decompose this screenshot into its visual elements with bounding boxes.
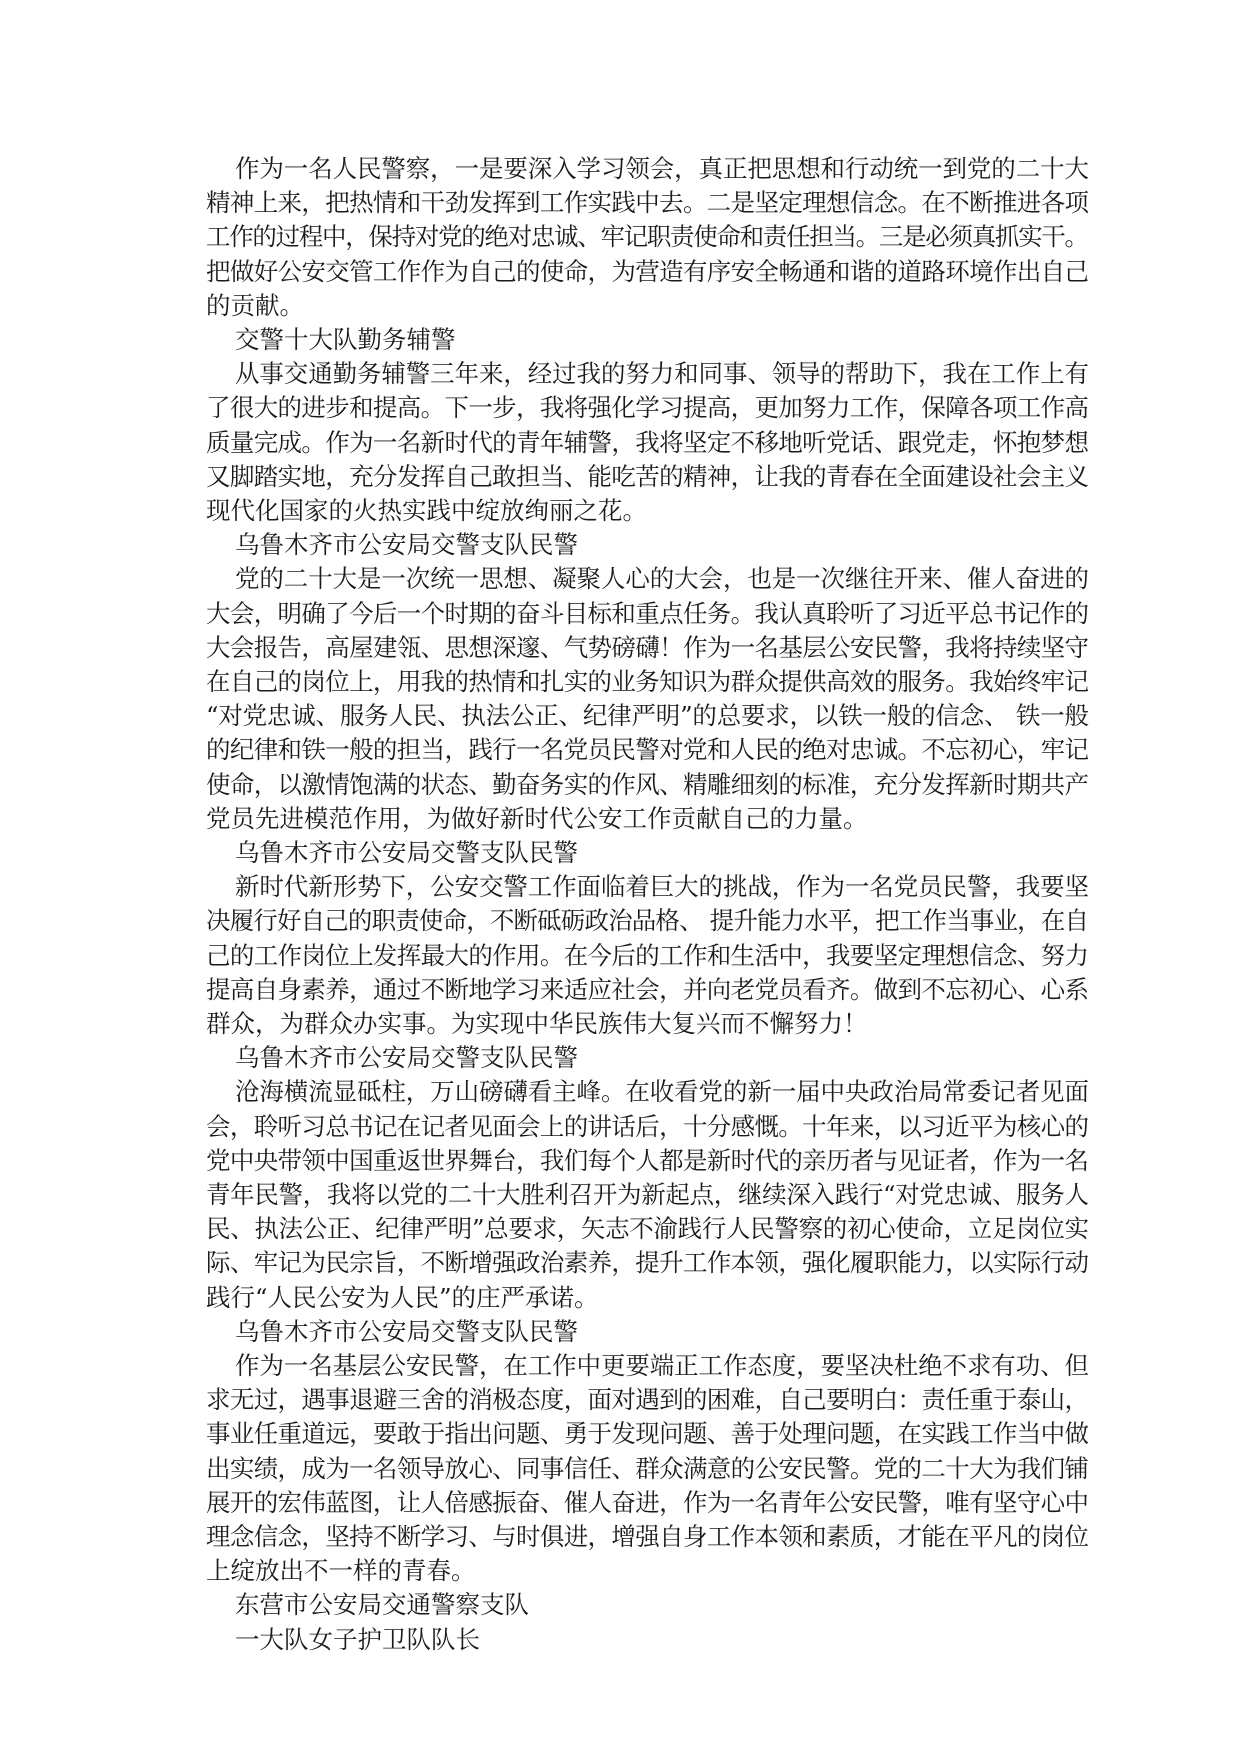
paragraph-line: 质量完成。作为一名新时代的青年辅警，我将坚定不移地听党话、跟党走，怀抱梦想 [206,427,1089,457]
signature-line: 乌鲁木齐市公安局交警支队民警 [235,1043,578,1073]
paragraph-line: 事业任重道远，要敢于指出问题、勇于发现问题、善于处理问题，在实践工作当中做 [206,1419,1089,1449]
paragraph-line: 的贡献。 [206,290,304,320]
paragraph-first-line: 作为一名基层公安民警，在工作中更要端正工作态度，要坚决杜绝不求有功、但 [235,1351,1089,1380]
paragraph-line: 使命，以激情饱满的状态、勤奋务实的作风、精雕细刻的标准，充分发挥新时期共产 [206,769,1089,799]
paragraph-line: 了很大的进步和提高。下一步，我将强化学习提高，更加努力工作，保障各项工作高 [206,393,1089,423]
paragraph-line: 会，聆听习总书记在记者见面会上的讲话后，十分感慨。十年来，以习近平为核心的 [206,1111,1089,1141]
signature-line: 乌鲁木齐市公安局交警支队民警 [235,838,578,867]
signature-line: 一大队女子护卫队队长 [235,1624,480,1654]
paragraph-line: 党中央带领中国重返世界舞台，我们每个人都是新时代的亲历者与见证者，作为一名 [206,1145,1089,1175]
paragraph-line: 把做好公安交管工作作为自己的使命，为营造有序安全畅通和谐的道路环境作出自己 [206,256,1089,286]
paragraph-line: 党员先进模范作用，为做好新时代公安工作贡献自己的力量。 [206,803,868,833]
paragraph-line: “对党忠诚、服务人民、执法公正、纪律严明”的总要求，以铁一般的信念、 铁一般 [206,701,1089,731]
signature-line: 乌鲁木齐市公安局交警支队民警 [235,1316,578,1346]
paragraph-line: 理念信念，坚持不断学习、与时俱进，增强自身工作本领和素质，才能在平凡的岗位 [206,1522,1089,1551]
paragraph-line: 展开的宏伟蓝图，让人倍感振奋、催人奋进，作为一名青年公安民警，唯有坚守心中 [206,1487,1089,1517]
paragraph-line: 的纪律和铁一般的担当，践行一名党员民警对党和人民的绝对忠诚。不忘初心，牢记 [206,735,1089,765]
paragraph-first-line: 沧海横流显砥柱，万山磅礴看主峰。在收看党的新一届中央政治局常委记者见面 [235,1077,1089,1107]
paragraph-line: 己的工作岗位上发挥最大的作用。在今后的工作和生活中，我要坚定理想信念、努力 [206,940,1089,970]
paragraph-line: 上绽放出不一样的青春。 [206,1556,476,1586]
paragraph-line: 精神上来，把热情和干劲发挥到工作实践中去。二是坚定理想信念。在不断推进各项 [206,188,1089,218]
paragraph-line: 大会报告，高屋建瓴、思想深邃、气势磅礴！作为一名基层公安民警，我将持续坚守 [206,632,1089,662]
paragraph-line: 在自己的岗位上，用我的热情和扎实的业务知识为群众提供高效的服务。我始终牢记 [206,667,1089,696]
paragraph-line: 提高自身素养，通过不断地学习来适应社会，并向老党员看齐。做到不忘初心、心系 [206,974,1089,1004]
paragraph-line: 出实绩，成为一名领导放心、同事信任、群众满意的公安民警。党的二十大为我们铺 [206,1453,1089,1483]
paragraph-line: 现代化国家的火热实践中绽放绚丽之花。 [206,496,647,525]
paragraph-line: 青年民警，我将以党的二十大胜利召开为新起点，继续深入践行“对党忠诚、服务人 [206,1180,1089,1209]
paragraph-first-line: 新时代新形势下，公安交警工作面临着巨大的挑战，作为一名党员民警，我要坚 [235,872,1089,902]
paragraph-line: 工作的过程中，保持对党的绝对忠诚、牢记职责使命和责任担当。三是必须真抓实干。 [206,222,1088,252]
signature-line: 交警十大队勤务辅警 [235,325,456,354]
signature-line: 乌鲁木齐市公安局交警支队民警 [235,530,578,560]
paragraph-line: 大会，明确了今后一个时期的奋斗目标和重点任务。我认真聆听了习近平总书记作的 [206,598,1089,628]
signature-line: 东营市公安局交通警察支队 [235,1590,529,1620]
paragraph-line: 际、牢记为民宗旨，不断增强政治素养，提升工作本领，强化履职能力，以实际行动 [206,1248,1089,1278]
paragraph-line: 求无过，遇事退避三舍的消极态度，面对遇到的困难，自己要明白：责任重于泰山， [206,1385,1089,1415]
paragraph-line: 群众，为群众办实事。为实现中华民族伟大复兴而不懈努力！ [206,1009,868,1038]
paragraph-line: 践行“人民公安为人民”的庄严承诺。 [206,1282,599,1312]
paragraph-first-line: 从事交通勤务辅警三年来，经过我的努力和同事、领导的帮助下，我在工作上有 [235,359,1089,389]
paragraph-line: 决履行好自己的职责使命，不断砥砺政治品格、 提升能力水平，把工作当事业，在自 [206,906,1089,936]
paragraph-first-line: 党的二十大是一次统一思想、凝聚人心的大会，也是一次继往开来、催人奋进的 [235,564,1089,594]
paragraph-line: 又脚踏实地，充分发挥自己敢担当、能吃苦的精神，让我的青春在全面建设社会主义 [206,461,1089,491]
paragraph-first-line: 作为一名人民警察，一是要深入学习领会，真正把思想和行动统一到党的二十大 [235,154,1089,183]
paragraph-line: 民、执法公正、纪律严明”总要求，矢志不渝践行人民警察的初心使命，立足岗位实 [206,1214,1089,1244]
